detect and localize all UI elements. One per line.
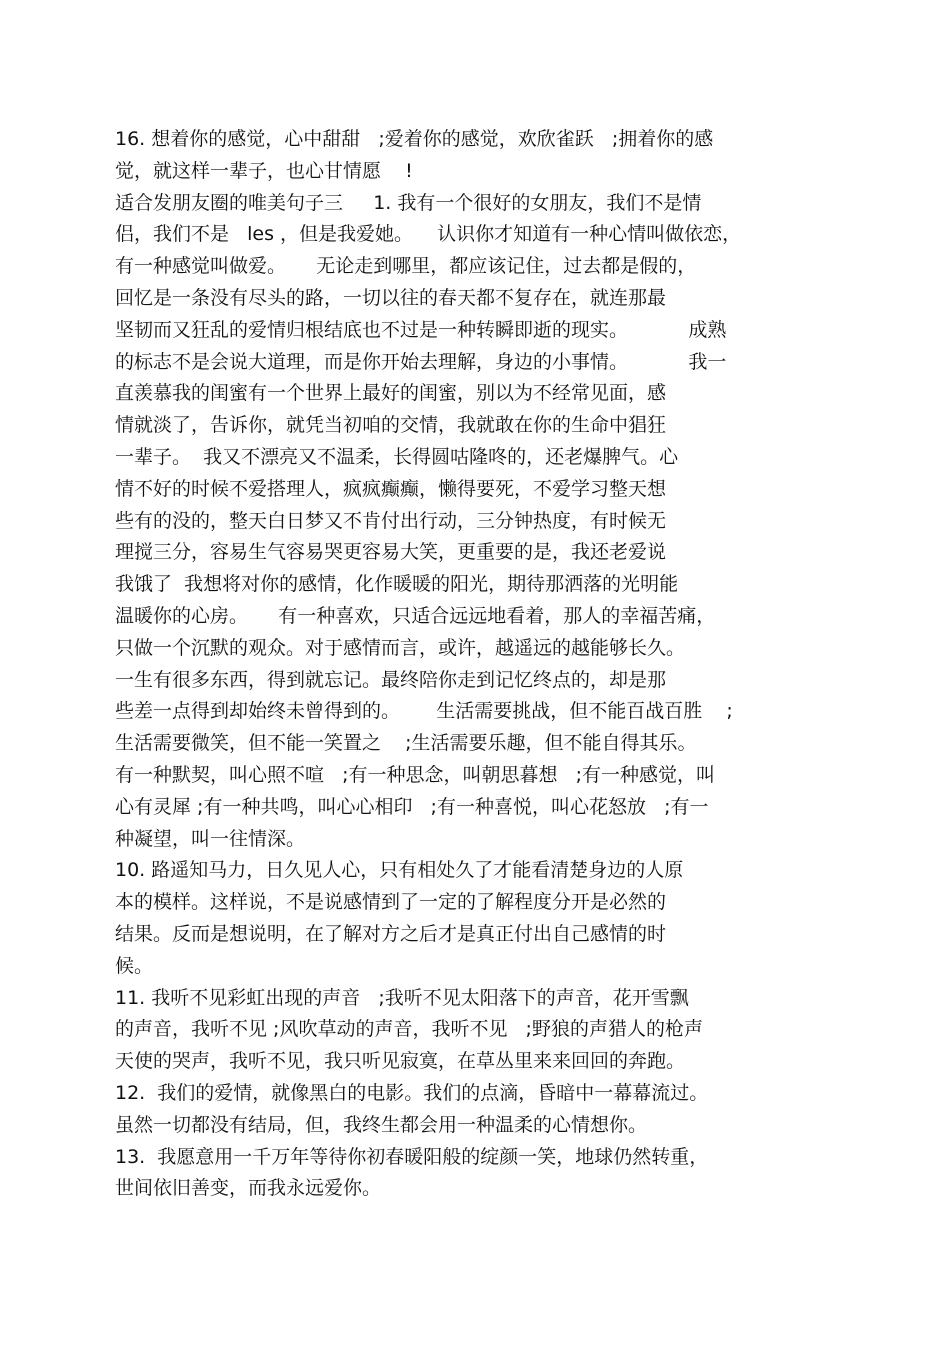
text-line: 心有灵犀 ;有一种共鸣，叫心心相印 ;有一种喜悦，叫心花怒放 ;有一: [115, 795, 709, 818]
text-line: 本的模样。这样说，不是说感情到了一定的了解程度分开是必然的: [115, 891, 667, 914]
text-line: 适合发朋友圈的唯美句子三 1. 我有一个很好的女朋友，我们不是情: [115, 191, 702, 214]
text-line: 些差一点得到却始终未曾得到的。 生活需要挑战，但不能百战百胜 ;: [115, 700, 733, 723]
text-line: 11. 我听不见彩虹出现的声音 ;我听不见太阳落下的声音，花开雪飘: [115, 986, 689, 1009]
text-line: 情就淡了，告诉你，就凭当初咱的交情，我就敢在你的生命中猖狂: [115, 414, 667, 437]
text-line: 候。: [115, 954, 154, 977]
text-line: 温暖你的心房。 有一种喜欢，只适合远远地看着，那人的幸福苦痛，: [115, 604, 716, 627]
text-line: 有一种感觉叫做爱。 无论走到哪里，都应该记住，过去都是假的，: [115, 255, 697, 278]
text-line: 13. 我愿意用一千万年等待你初春暖阳般的绽颜一笑，地球仍然转重，: [115, 1145, 709, 1168]
text-line: 12. 我们的爱情，就像黑白的电影。我们的点滴，昏暗中一幕幕流过。: [115, 1081, 709, 1104]
text-line: 一生有很多东西，得到就忘记。最终陪你走到记忆终点的，却是那: [115, 668, 667, 691]
text-line: 的标志不是会说大道理，而是你开始去理解，身边的小事情。 我一: [115, 350, 727, 373]
text-line: 情不好的时候不爱搭理人，疯疯癫癫，懒得要死，不爱学习整天想: [115, 477, 667, 500]
text-line: 理搅三分，容易生气容易哭更容易大笑，更重要的是，我还老爱说: [115, 541, 667, 564]
text-line: 我饿了 我想将对你的感情，化作暖暖的阳光，期待那洒落的光明能: [115, 573, 679, 596]
text-line: 觉，就这样一辈子，也心甘情愿 !: [115, 159, 413, 182]
text-line: 些有的没的，整天白日梦又不肯付出行动，三分钟热度，有时候无: [115, 509, 667, 532]
text-line: 结果。反而是想说明，在了解对方之后才是真正付出自己感情的时: [115, 922, 667, 945]
text-line: 一辈子。 我又不漂亮又不温柔，长得圆咕隆咚的，还老爆脾气。心: [115, 445, 679, 468]
text-line: 虽然一切都没有结局，但，我终生都会用一种温柔的心情想你。: [115, 1113, 648, 1136]
text-line: 有一种默契，叫心照不喧 ;有一种思念，叫朝思暮想 ;有一种感觉，叫: [115, 763, 716, 786]
text-line: 侣，我们不是 les ，但是我爱她。 认识你才知道有一种心情叫做依恋，: [115, 223, 742, 246]
text-line: 种凝望，叫一往情深。: [115, 827, 306, 850]
text-line: 坚韧而又狂乱的爱情归根结底也不过是一种转瞬即逝的现实。 成熟: [115, 318, 727, 341]
text-line: 只做一个沉默的观众。对于感情而言，或许，越遥远的越能够长久。: [115, 636, 686, 659]
text-line: 世间依旧善变，而我永远爱你。: [115, 1177, 382, 1200]
text-line: 回忆是一条没有尽头的路，一切以往的春天都不复存在，就连那最: [115, 286, 667, 309]
text-line: 的声音，我听不见 ;风吹草动的声音，我听不见 ;野狼的声猎人的枪声: [115, 1018, 703, 1041]
document-text-body: [115, 124, 835, 1205]
text-line: 直羡慕我的闺蜜有一个世界上最好的闺蜜，别以为不经常见面，感: [115, 382, 667, 405]
text-line: 16. 想着你的感觉，心中甜甜 ;爱着你的感觉，欢欣雀跃 ;拥着你的感: [115, 128, 714, 150]
text-line: 10. 路遥知马力，日久见人心，只有相处久了才能看清楚身边的人原: [115, 859, 684, 882]
text-line: 天使的哭声，我听不见，我只听见寂寞，在草丛里来来回回的奔跑。: [115, 1050, 686, 1073]
text-line: 生活需要微笑，但不能一笑置之 ;生活需要乐趣，但不能自得其乐。: [115, 732, 697, 755]
